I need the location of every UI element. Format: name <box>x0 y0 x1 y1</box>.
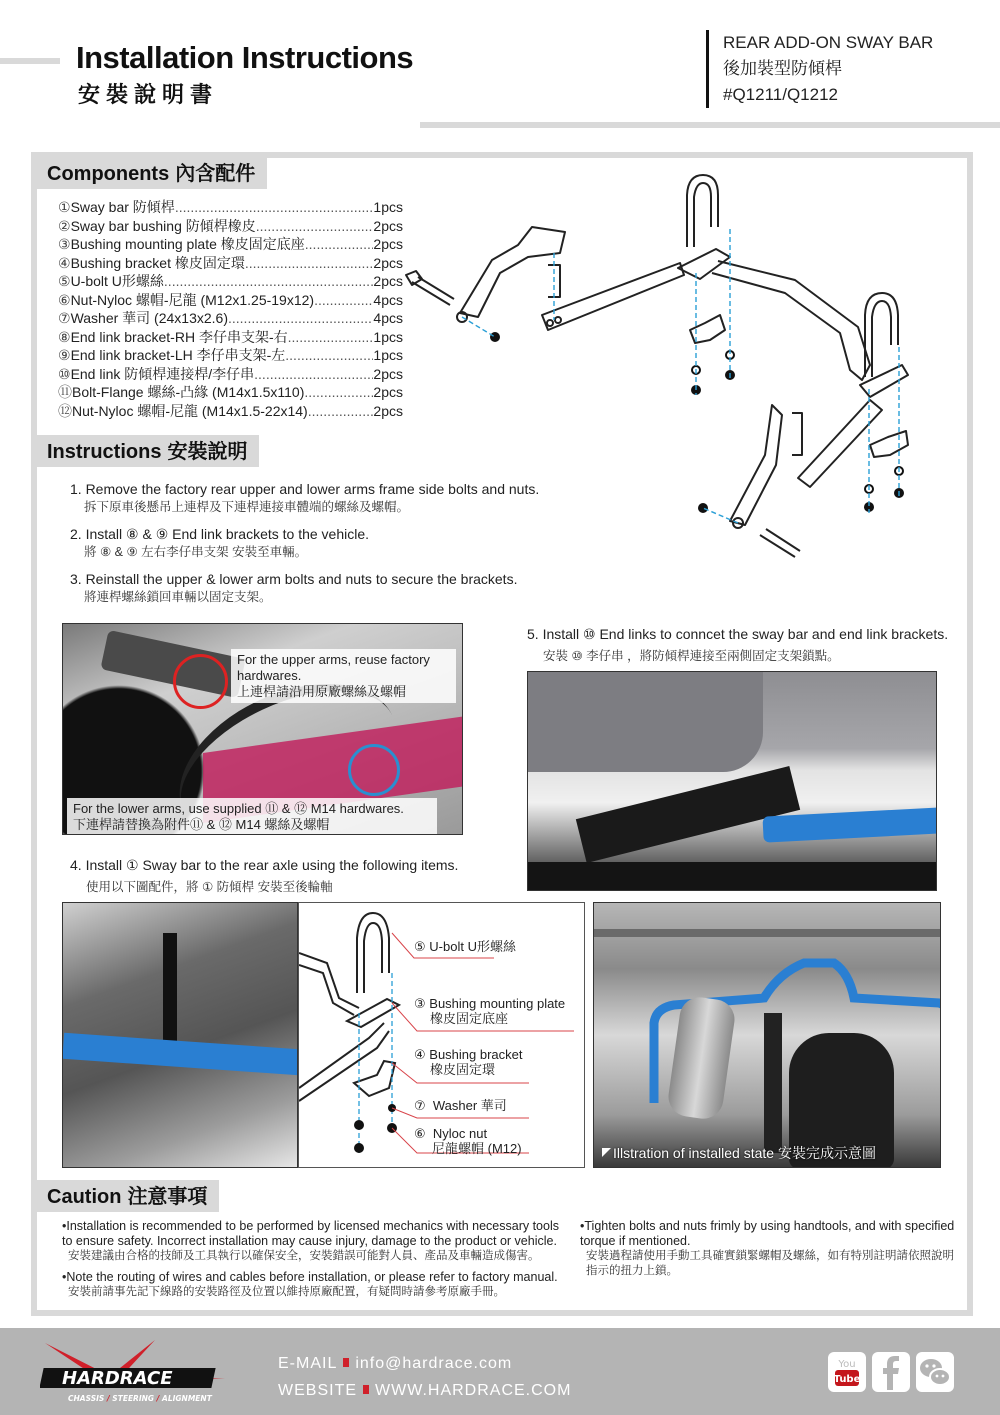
email-label: E-MAIL <box>278 1355 338 1372</box>
item-number: ② <box>58 217 71 234</box>
item-name: End link bracket-RH 李仔串支架-右 <box>70 328 288 345</box>
callout-text-zh: 下連桿請替換為附件⑪ & ⑫ M14 螺絲及螺帽 <box>73 817 330 832</box>
header-accent-bar-left <box>0 58 60 64</box>
leader-dots <box>164 272 374 291</box>
list-item <box>58 365 403 384</box>
list-item <box>58 383 403 402</box>
list-item <box>58 272 403 291</box>
bracket-install-photo <box>62 623 463 835</box>
caution-item <box>62 1270 562 1300</box>
leader-dots <box>254 365 373 384</box>
item-number: ⑪ <box>58 384 72 400</box>
label-number: ③ <box>414 996 426 1011</box>
leader-dots <box>305 235 374 254</box>
item-name: Sway bar 防傾桿 <box>70 199 175 215</box>
step-text-en: 1. Remove the factory rear upper and lower arms frame side bolts and nuts. <box>70 481 540 497</box>
caution-list-right <box>580 1219 965 1285</box>
components-heading-en: Components <box>47 163 170 185</box>
item-qty: 2pcs <box>373 365 403 382</box>
item-number: ⑨ <box>58 347 71 363</box>
list-item <box>58 235 403 254</box>
callout-text-en: For the lower arms, use supplied ⑪ & ⑫ M14 hardwares. <box>73 801 404 816</box>
item-name: End link bracket-LH 李仔串支架-左 <box>70 347 286 363</box>
step-text-en: 3. Reinstall the upper & lower arm bolts and nuts to secure the brackets. <box>70 571 518 587</box>
item-qty: 4pcs <box>373 291 403 308</box>
step-text-zh: 使用以下圖配件，將 ① 防傾桿 安裝至後輪軸 <box>86 880 333 894</box>
components-list <box>58 198 403 420</box>
label-text-zh: 尼龍螺帽 (M12) <box>432 1141 522 1156</box>
leader-dots <box>304 383 373 402</box>
caution-list-left <box>62 1219 562 1306</box>
leader-dots <box>314 291 373 310</box>
website-link[interactable]: WWW.HARDRACE.COM <box>375 1382 572 1399</box>
social-links <box>828 1352 954 1392</box>
photo-sway-bar <box>62 1033 298 1075</box>
bullet-square <box>343 1358 349 1367</box>
installed-state-photo <box>593 902 941 1168</box>
caution-text-zh: 安裝前請事先記下線路的安裝路徑及位置以維持原廠配置，有疑問時請參考原廠手冊。 <box>68 1286 505 1298</box>
caution-item <box>62 1219 562 1264</box>
brand-name: HARDRACE <box>62 1368 173 1389</box>
item-name: Bushing mounting plate 橡皮固定底座 <box>70 236 305 252</box>
item-name: Nut-Nyloc 螺帽-尼龍 (M14x1.5-22x14) <box>72 402 308 419</box>
list-item <box>58 254 403 273</box>
list-item <box>58 402 403 421</box>
youtube-icon[interactable] <box>828 1352 866 1392</box>
step-3 <box>70 570 539 606</box>
page-title-zh: 安裝說明書 <box>78 82 219 108</box>
caution-heading <box>37 1180 219 1212</box>
lower-arm-callout <box>67 798 437 835</box>
step-1 <box>70 480 539 516</box>
label-number: ⑤ <box>414 939 426 954</box>
mount-exploded-diagram <box>298 902 585 1168</box>
components-heading <box>37 157 267 189</box>
instructions-heading-zh: 安裝說明 <box>167 439 248 463</box>
item-number: ⑥ <box>58 291 71 308</box>
label-bushing-mounting-plate <box>414 996 565 1026</box>
instructions-heading <box>37 435 259 467</box>
svg-text:CHASSIS / STEERING / ALIGNMENT: CHASSIS / STEERING / ALIGNMENT <box>68 1394 212 1403</box>
item-name: Nut-Nyloc 螺帽-尼龍 (M12x1.25-19x12) <box>70 291 315 308</box>
leader-dots <box>285 346 373 365</box>
caution-text-zh: 安裝過程請使用手動工具確實鎖緊螺帽及螺絲，如有特別註明請依照說明指示的扭力上鎖。 <box>586 1250 954 1277</box>
step-text-zh: 拆下原車後懸吊上連桿及下連桿連接車體端的螺絲及螺帽。 <box>84 500 410 514</box>
leader-dots <box>308 402 374 421</box>
list-item <box>58 309 403 328</box>
leader-dots <box>228 309 373 328</box>
photo-sway-bar <box>762 807 937 842</box>
label-text-en: U-bolt U形螺絲 <box>429 939 516 954</box>
email-link[interactable]: info@hardrace.com <box>355 1355 513 1372</box>
caution-text-en: •Note the routing of wires and cables before installation, or please refer to factory manual. <box>62 1270 558 1284</box>
label-text-en: Bushing bracket <box>429 1047 523 1062</box>
item-qty: 2pcs <box>373 254 403 271</box>
item-qty: 2pcs <box>373 273 403 289</box>
label-text-en: Washer 華司 <box>432 1098 507 1113</box>
label-bushing-bracket <box>414 1047 523 1077</box>
caution-text-en: •Tighten bolts and nuts frimly by using handtools, and with specified torque if mentioned. <box>580 1219 955 1248</box>
photo-end-link <box>163 933 177 1043</box>
item-qty: 4pcs <box>373 310 403 326</box>
item-name: Washer 華司 (24x13x2.6) <box>70 310 228 326</box>
list-item <box>58 291 403 310</box>
email-row <box>278 1350 571 1377</box>
label-text-en: Nyloc nut <box>432 1126 488 1141</box>
item-qty: 1pcs <box>373 328 403 345</box>
lower-arm-highlight-circle <box>348 744 400 796</box>
leader-dots <box>245 254 374 273</box>
header-accent-bar-right <box>420 122 1000 128</box>
item-qty: 2pcs <box>373 217 403 234</box>
item-name: Sway bar bushing 防傾桿橡皮 <box>70 217 256 234</box>
leader-dots <box>288 328 374 347</box>
step-text-en: 5. Install ⑩ End links to conncet the sway bar and end link brackets. <box>527 626 949 642</box>
item-number: ⑫ <box>58 402 72 419</box>
item-number: ⑧ <box>58 328 71 345</box>
footer <box>0 1328 1000 1415</box>
photo-frame-rail <box>528 862 937 891</box>
step-text-en: 2. Install ⑧ & ⑨ End link brackets to the vehicle. <box>70 526 370 542</box>
list-item <box>58 328 403 347</box>
part-numbers: #Q1211/Q1212 <box>723 85 838 104</box>
item-number: ① <box>58 199 71 215</box>
sway-bar-axle-photo <box>62 902 298 1168</box>
item-number: ④ <box>58 254 71 271</box>
photo-driveshaft <box>764 1013 782 1153</box>
svg-text:Tube: Tube <box>833 1374 861 1385</box>
instruction-steps <box>70 480 539 615</box>
caution-item <box>580 1219 965 1279</box>
label-text-en: Bushing mounting plate <box>429 996 566 1011</box>
item-name: Bolt-Flange 螺絲-凸緣 (M14x1.5x110) <box>72 384 305 400</box>
label-u-bolt <box>414 939 516 954</box>
label-text-zh: 橡皮固定底座 <box>430 1011 509 1026</box>
list-item <box>58 198 403 217</box>
step-5 <box>527 626 948 664</box>
upper-arm-highlight-circle <box>173 654 228 709</box>
photo-fuel-tank <box>528 672 763 772</box>
item-qty: 2pcs <box>373 236 403 252</box>
item-qty: 1pcs <box>373 347 403 363</box>
bullet-square <box>363 1385 369 1394</box>
step-text-zh: 安裝 ⑩ 李仔串 ，將防傾桿連接至兩側固定支架鎖點。 <box>543 649 840 663</box>
website-label: WEBSITE <box>278 1382 358 1399</box>
step-text-zh: 將 ⑧ & ⑨ 左右李仔串支架 安裝至車輛。 <box>84 545 308 559</box>
step-text-zh: 將連桿螺絲鎖回車輛以固定支架。 <box>84 590 272 604</box>
label-nyloc-nut <box>414 1126 522 1156</box>
item-qty: 1pcs <box>373 199 403 215</box>
step-4 <box>70 857 458 895</box>
item-qty: 2pcs <box>373 384 403 400</box>
label-number: ⑦ <box>414 1098 426 1113</box>
hardrace-logo <box>40 1338 230 1406</box>
callout-text-zh: 上連桿請沿用原廠螺絲及螺帽 <box>237 684 407 699</box>
photo-end-link-bracket <box>576 766 800 863</box>
components-heading-zh: 內含配件 <box>175 161 256 185</box>
caution-text-zh: 安裝建議由合格的技師及工具執行以確保安全，安裝錯誤可能對人員、產品及車輛造成傷害。 <box>68 1250 540 1262</box>
item-number: ⑩ <box>58 365 71 382</box>
caption-marker-icon <box>602 1148 611 1157</box>
caution-heading-en: Caution <box>47 1186 122 1208</box>
item-name: Bushing bracket 橡皮固定環 <box>70 254 245 271</box>
label-number: ④ <box>414 1047 426 1062</box>
product-info <box>706 30 933 108</box>
website-row <box>278 1377 571 1404</box>
facebook-icon[interactable] <box>872 1352 910 1392</box>
product-name-zh: 後加裝型防傾桿 <box>723 59 842 78</box>
item-name: U-bolt U形螺絲 <box>70 273 164 289</box>
leader-dots <box>175 198 374 217</box>
label-text-zh: 橡皮固定環 <box>430 1062 496 1077</box>
item-qty: 2pcs <box>373 402 403 419</box>
callout-text-en: For the upper arms, reuse factory hardwares. <box>237 652 430 683</box>
step-text-en: 4. Install ① Sway bar to the rear axle using the following items. <box>70 857 459 873</box>
label-washer <box>414 1098 507 1113</box>
caption-text: Illstration of installed state 安裝完成示意圖 <box>613 1145 876 1161</box>
product-name: REAR ADD-ON SWAY BAR <box>723 33 934 52</box>
item-name: End link 防傾桿連接桿/李仔串 <box>70 365 255 382</box>
item-number: ⑦ <box>58 310 71 326</box>
installed-caption <box>602 1143 876 1163</box>
page-title: Installation Instructions <box>76 40 414 75</box>
instructions-heading-en: Instructions <box>47 441 162 463</box>
upper-arm-callout <box>231 649 456 703</box>
list-item <box>58 346 403 365</box>
svg-text:You: You <box>838 1359 856 1370</box>
list-item <box>58 217 403 236</box>
wechat-icon[interactable] <box>916 1352 954 1392</box>
item-number: ③ <box>58 236 71 252</box>
caution-heading-zh: 注意事項 <box>127 1184 208 1208</box>
leader-dots <box>256 217 374 236</box>
contact-info <box>278 1350 571 1404</box>
end-link-install-photo <box>527 671 937 891</box>
label-number: ⑥ <box>414 1126 426 1141</box>
caution-text-en: •Installation is recommended to be performed by licensed mechanics with necessary tools to ensure safety. Incorrect installation may cause injury, damage to the product or vehicle. <box>62 1219 559 1248</box>
step-2 <box>70 525 539 561</box>
item-number: ⑤ <box>58 273 71 289</box>
